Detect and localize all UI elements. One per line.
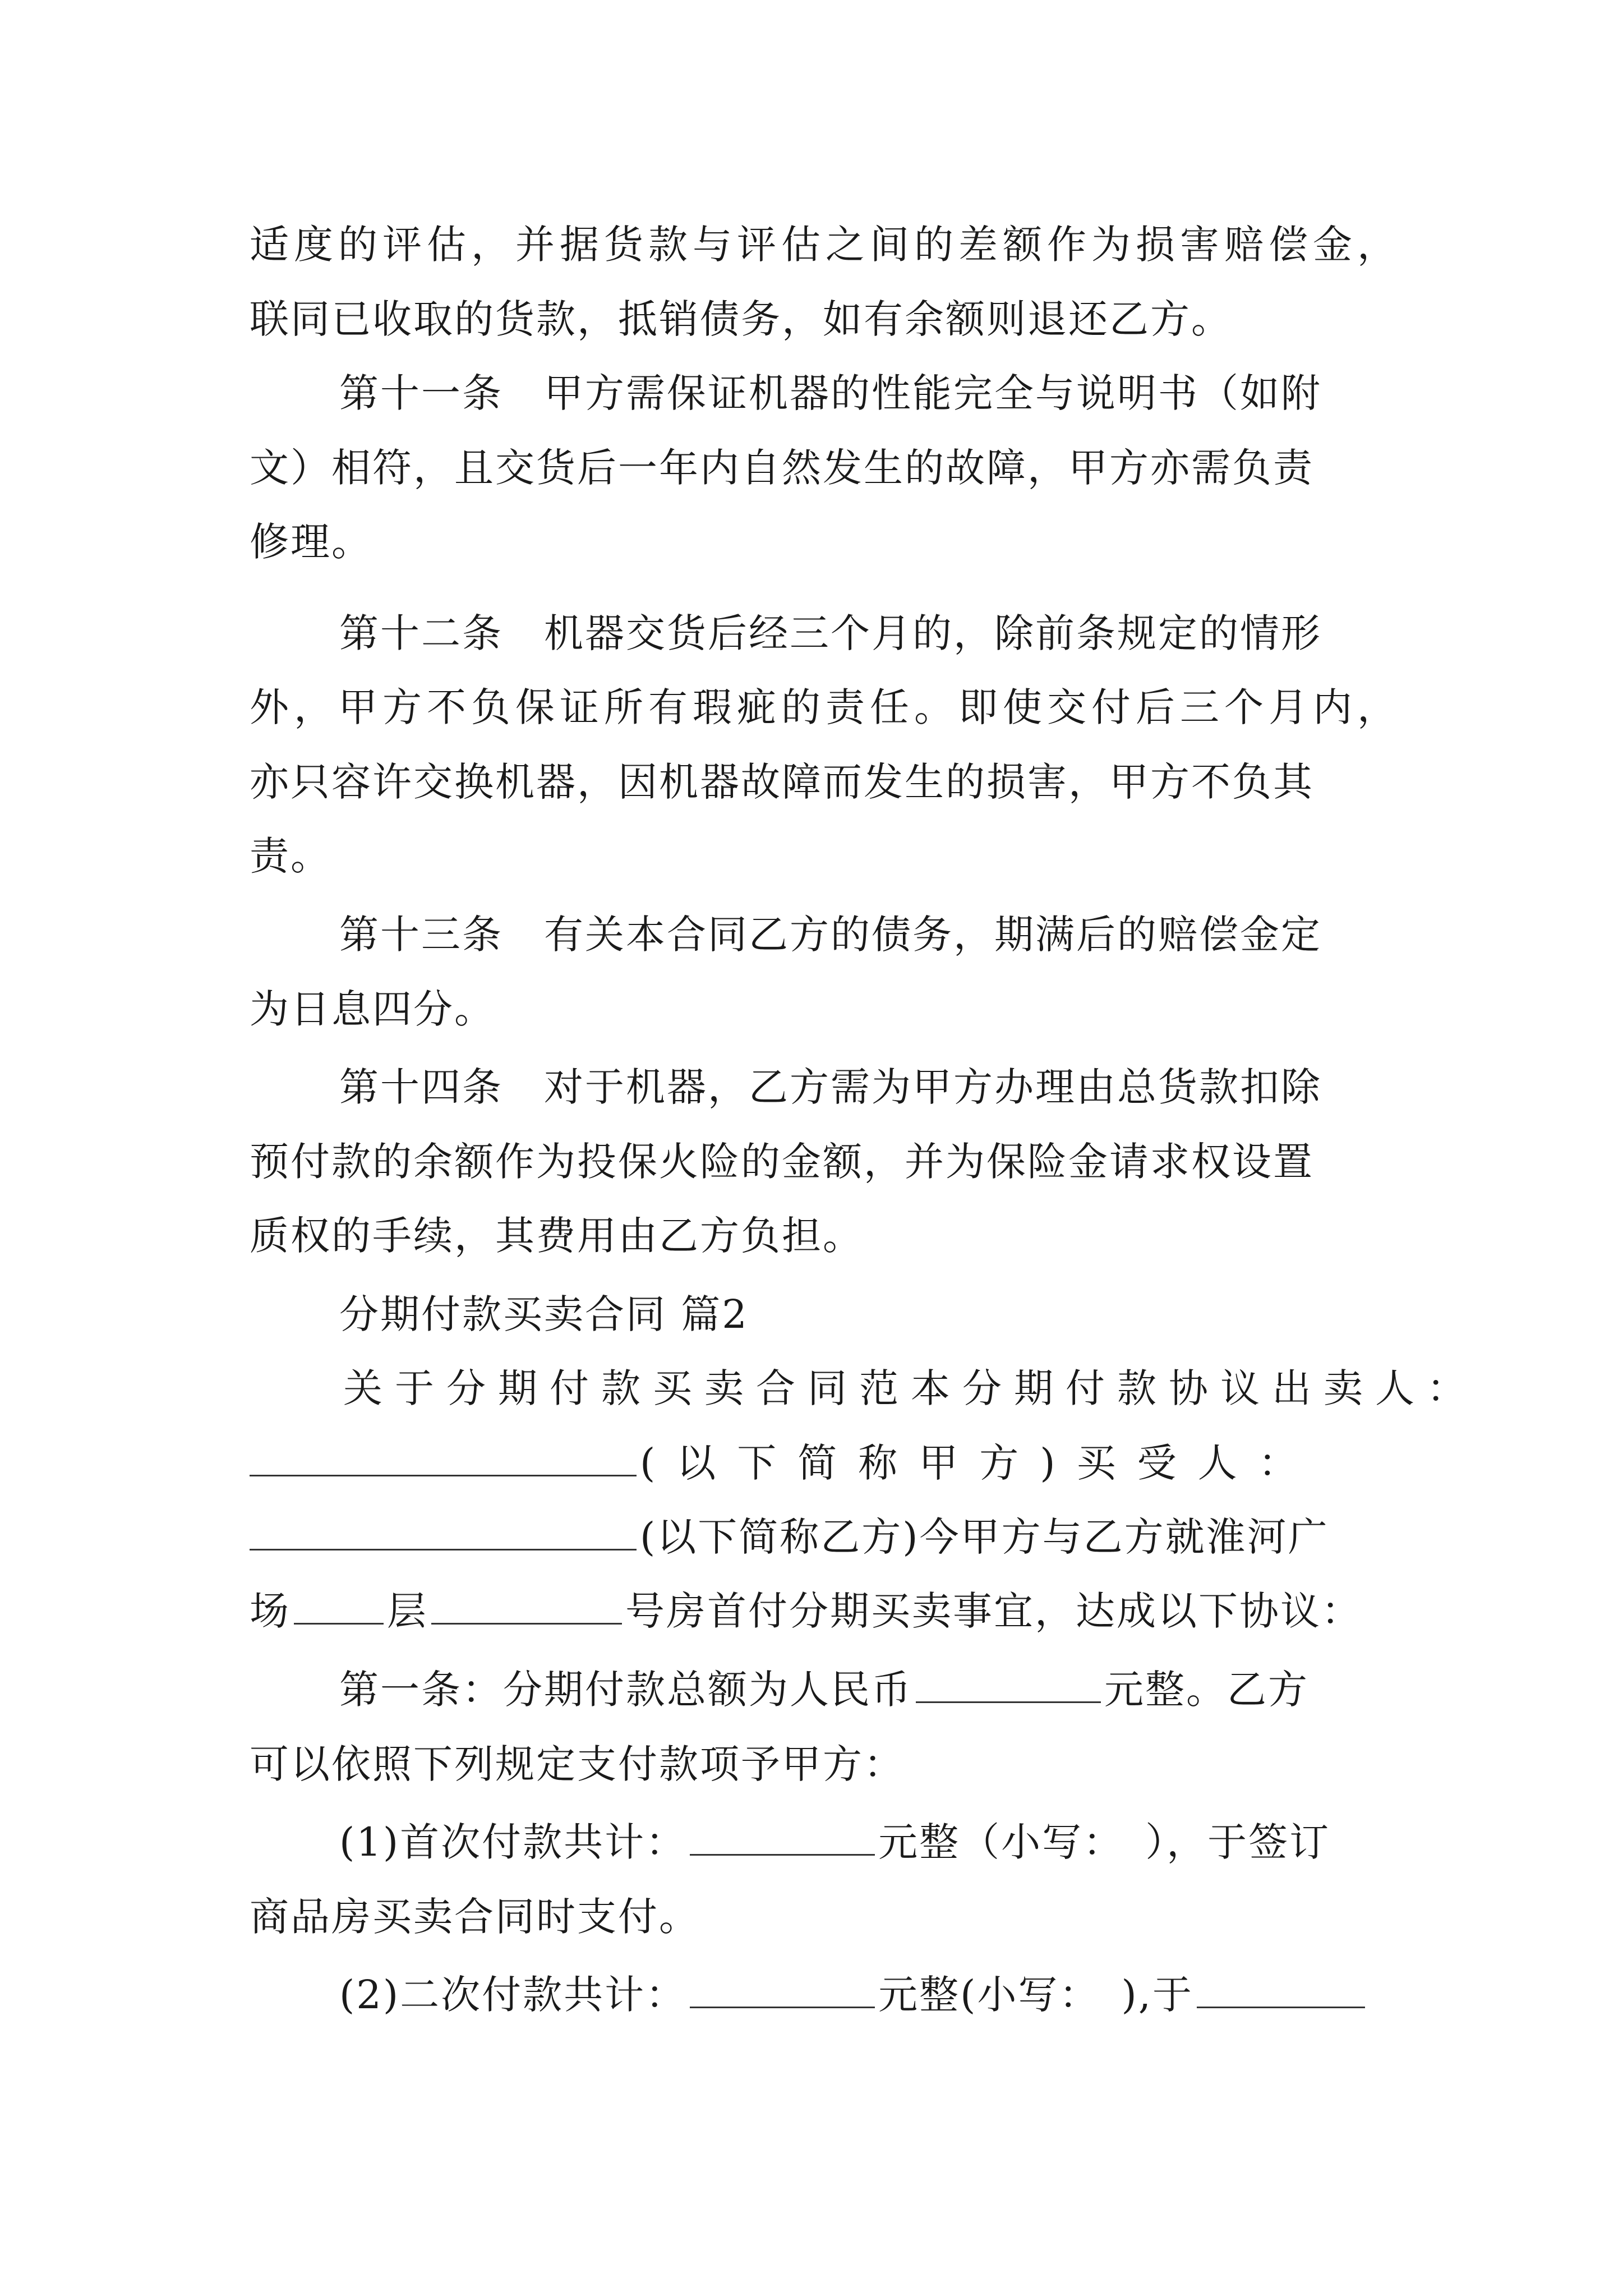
text-line: 第十四条 对于机器，乙方需为甲方办理由总货款扣除 [339, 1064, 1322, 1110]
fill-in-blank [690, 1972, 875, 2008]
text-line [250, 1498, 1388, 1576]
fill-in-blank [250, 1440, 637, 1476]
text-line: 外，甲方不负保证所有瑕疵的责任。即使交付后三个月内， [250, 684, 1401, 730]
text-line [339, 1955, 1388, 2034]
text-line: 第十二条 机器交货后经三个月的，除前条规定的情形 [339, 610, 1322, 656]
blank-label: 号房首付分期买卖事宜，达成以下协议： [625, 1588, 1362, 1634]
text-line: 关于分期付款买卖合同范本分期付款协议出卖人： [343, 1365, 1478, 1411]
fill-in-blank [690, 1819, 875, 1856]
blank-label: 层 [387, 1588, 428, 1634]
fill-in-blank [1197, 1972, 1365, 2008]
text-line [339, 1650, 1388, 1729]
blank-label: 元整（小写： ），于签订 [878, 1819, 1331, 1865]
text-line: 商品房买卖合同时支付。 [250, 1894, 700, 1940]
text-line: 为日息四分。 [250, 986, 495, 1032]
text-line [339, 1803, 1388, 1881]
text-line: 第十三条 有关本合同乙方的债务，期满后的赔偿金定 [339, 912, 1322, 958]
fill-in-blank [431, 1588, 622, 1625]
text-line: 可以依照下列规定支付款项予甲方： [250, 1741, 905, 1787]
blank-label: (2)二次付款共计： [339, 1972, 687, 2018]
blank-label: (以下简称乙方)今甲方与乙方就淮河广 [640, 1514, 1329, 1560]
text-line: 亦只容许交换机器，因机器故障而发生的损害，甲方不负其 [250, 759, 1314, 805]
fill-in-blank [250, 1514, 637, 1550]
text-line: 联同已收取的货款，抵销债务，如有余额则退还乙方。 [250, 296, 1232, 342]
blank-label: 场 [250, 1588, 291, 1634]
text-line: 修理。 [250, 519, 372, 565]
text-line [250, 1572, 1388, 1650]
blank-label: 元整(小写： ),于 [878, 1972, 1194, 2018]
blank-label: (1)首次付款共计： [339, 1819, 687, 1865]
blank-label: (以下简称甲方)买受人： [640, 1440, 1319, 1486]
blank-label: 第一条：分期付款总额为人民币 [339, 1667, 912, 1713]
text-line: 第十一条 甲方需保证机器的性能完全与说明书（如附 [339, 370, 1322, 416]
text-line: 文）相符，且交货后一年内自然发生的故障，甲方亦需负责 [250, 445, 1314, 491]
fill-in-blank [916, 1667, 1101, 1703]
fill-in-blank [294, 1588, 384, 1625]
text-line: 预付款的余额作为投保火险的金额，并为保险金请求权设置 [250, 1139, 1314, 1185]
text-line: 责。 [250, 833, 331, 879]
text-line: 适度的评估，并据货款与评估之间的差额作为损害赔偿金， [250, 222, 1401, 268]
blank-label: 元整。乙方 [1104, 1667, 1309, 1713]
section-heading: 分期付款买卖合同 篇2 [339, 1291, 749, 1337]
text-line [250, 1424, 1388, 1502]
text-line: 质权的手续，其费用由乙方负担。 [250, 1213, 864, 1259]
